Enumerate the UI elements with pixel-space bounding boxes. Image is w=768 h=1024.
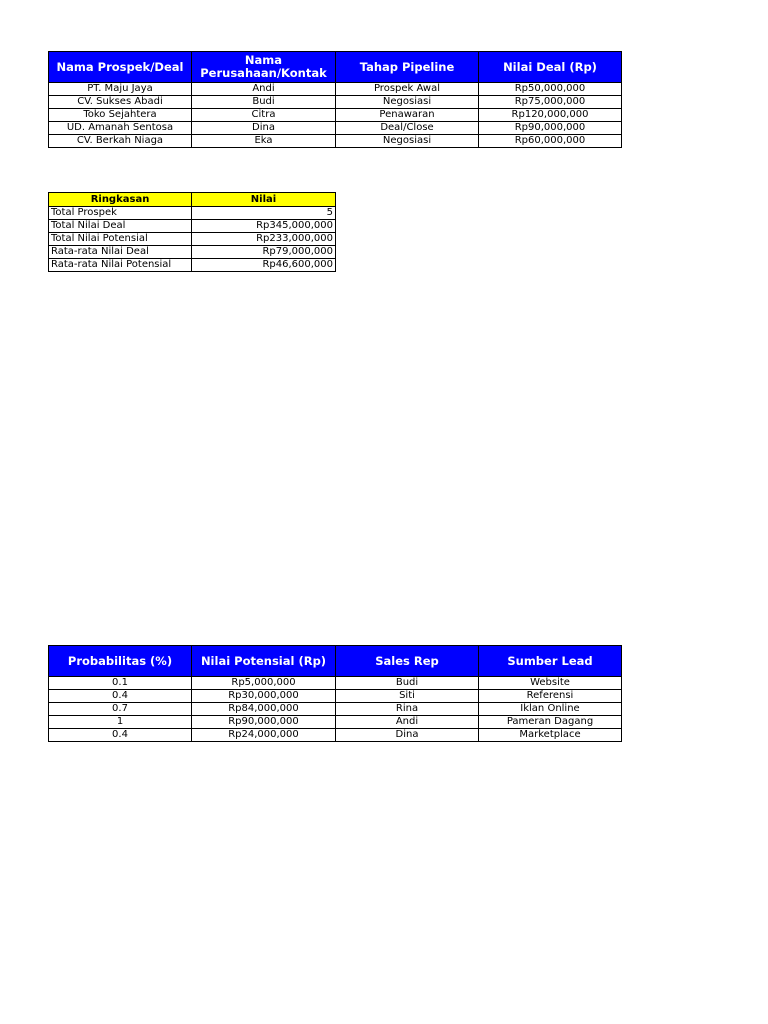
cell-sales-rep[interactable]: Andi [336, 716, 479, 729]
cell-prospect-name[interactable]: Toko Sejahtera [49, 109, 192, 122]
table-row [49, 109, 622, 122]
cell-summary-value[interactable]: 5 [192, 207, 336, 220]
col-header-deal-value[interactable]: Nilai Deal (Rp) [479, 52, 622, 83]
table-row [49, 96, 622, 109]
cell-contact[interactable]: Dina [192, 122, 336, 135]
cell-summary-label[interactable]: Total Nilai Deal [49, 220, 192, 233]
col-header-probability[interactable]: Probabilitas (%) [49, 646, 192, 677]
cell-lead-source[interactable]: Iklan Online [479, 703, 622, 716]
cell-summary-value[interactable]: Rp233,000,000 [192, 233, 336, 246]
cell-summary-label[interactable]: Total Prospek [49, 207, 192, 220]
table-row [49, 83, 622, 96]
table-row [49, 716, 622, 729]
cell-prospect-name[interactable]: PT. Maju Jaya [49, 83, 192, 96]
table-row [49, 729, 622, 742]
cell-pipeline-stage[interactable]: Deal/Close [336, 122, 479, 135]
cell-sales-rep[interactable]: Siti [336, 690, 479, 703]
cell-lead-source[interactable]: Website [479, 677, 622, 690]
cell-prospect-name[interactable]: CV. Berkah Niaga [49, 135, 192, 148]
col-header-company-contact[interactable]: Nama Perusahaan/Kontak [192, 52, 336, 83]
cell-summary-value[interactable]: Rp79,000,000 [192, 246, 336, 259]
cell-pipeline-stage[interactable]: Negosiasi [336, 135, 479, 148]
cell-sales-rep[interactable]: Dina [336, 729, 479, 742]
table-row [49, 246, 336, 259]
cell-lead-source[interactable]: Pameran Dagang [479, 716, 622, 729]
summary-table [48, 192, 336, 272]
cell-contact[interactable]: Eka [192, 135, 336, 148]
cell-summary-label[interactable]: Total Nilai Potensial [49, 233, 192, 246]
table-row [49, 233, 336, 246]
deals-table [48, 51, 622, 148]
cell-pipeline-stage[interactable]: Negosiasi [336, 96, 479, 109]
cell-probability[interactable]: 0.4 [49, 729, 192, 742]
potential-header-row [49, 646, 622, 677]
table-row [49, 220, 336, 233]
table-row [49, 703, 622, 716]
cell-pipeline-stage[interactable]: Penawaran [336, 109, 479, 122]
cell-summary-label[interactable]: Rata-rata Nilai Deal [49, 246, 192, 259]
cell-summary-value[interactable]: Rp345,000,000 [192, 220, 336, 233]
cell-probability[interactable]: 0.1 [49, 677, 192, 690]
cell-lead-source[interactable]: Marketplace [479, 729, 622, 742]
cell-pipeline-stage[interactable]: Prospek Awal [336, 83, 479, 96]
cell-potential-value[interactable]: Rp30,000,000 [192, 690, 336, 703]
col-header-sales-rep[interactable]: Sales Rep [336, 646, 479, 677]
cell-deal-value[interactable]: Rp60,000,000 [479, 135, 622, 148]
col-header-prospect-name[interactable]: Nama Prospek/Deal [49, 52, 192, 83]
cell-potential-value[interactable]: Rp84,000,000 [192, 703, 336, 716]
cell-contact[interactable]: Citra [192, 109, 336, 122]
col-header-potential-value[interactable]: Nilai Potensial (Rp) [192, 646, 336, 677]
table-row [49, 207, 336, 220]
cell-contact[interactable]: Andi [192, 83, 336, 96]
cell-summary-label[interactable]: Rata-rata Nilai Potensial [49, 259, 192, 272]
col-header-pipeline-stage[interactable]: Tahap Pipeline [336, 52, 479, 83]
col-header-lead-source[interactable]: Sumber Lead [479, 646, 622, 677]
table-row [49, 259, 336, 272]
col-header-value[interactable]: Nilai [192, 193, 336, 207]
col-header-summary[interactable]: Ringkasan [49, 193, 192, 207]
potential-table [48, 645, 622, 742]
cell-deal-value[interactable]: Rp120,000,000 [479, 109, 622, 122]
cell-sales-rep[interactable]: Rina [336, 703, 479, 716]
cell-sales-rep[interactable]: Budi [336, 677, 479, 690]
cell-prospect-name[interactable]: UD. Amanah Sentosa [49, 122, 192, 135]
cell-deal-value[interactable]: Rp50,000,000 [479, 83, 622, 96]
summary-header-row [49, 193, 336, 207]
cell-deal-value[interactable]: Rp90,000,000 [479, 122, 622, 135]
cell-prospect-name[interactable]: CV. Sukses Abadi [49, 96, 192, 109]
cell-potential-value[interactable]: Rp24,000,000 [192, 729, 336, 742]
cell-probability[interactable]: 1 [49, 716, 192, 729]
deals-header-row [49, 52, 622, 83]
cell-deal-value[interactable]: Rp75,000,000 [479, 96, 622, 109]
table-row [49, 677, 622, 690]
table-row [49, 135, 622, 148]
cell-probability[interactable]: 0.4 [49, 690, 192, 703]
cell-potential-value[interactable]: Rp5,000,000 [192, 677, 336, 690]
cell-summary-value[interactable]: Rp46,600,000 [192, 259, 336, 272]
cell-probability[interactable]: 0.7 [49, 703, 192, 716]
cell-contact[interactable]: Budi [192, 96, 336, 109]
table-row [49, 122, 622, 135]
cell-potential-value[interactable]: Rp90,000,000 [192, 716, 336, 729]
cell-lead-source[interactable]: Referensi [479, 690, 622, 703]
table-row [49, 690, 622, 703]
